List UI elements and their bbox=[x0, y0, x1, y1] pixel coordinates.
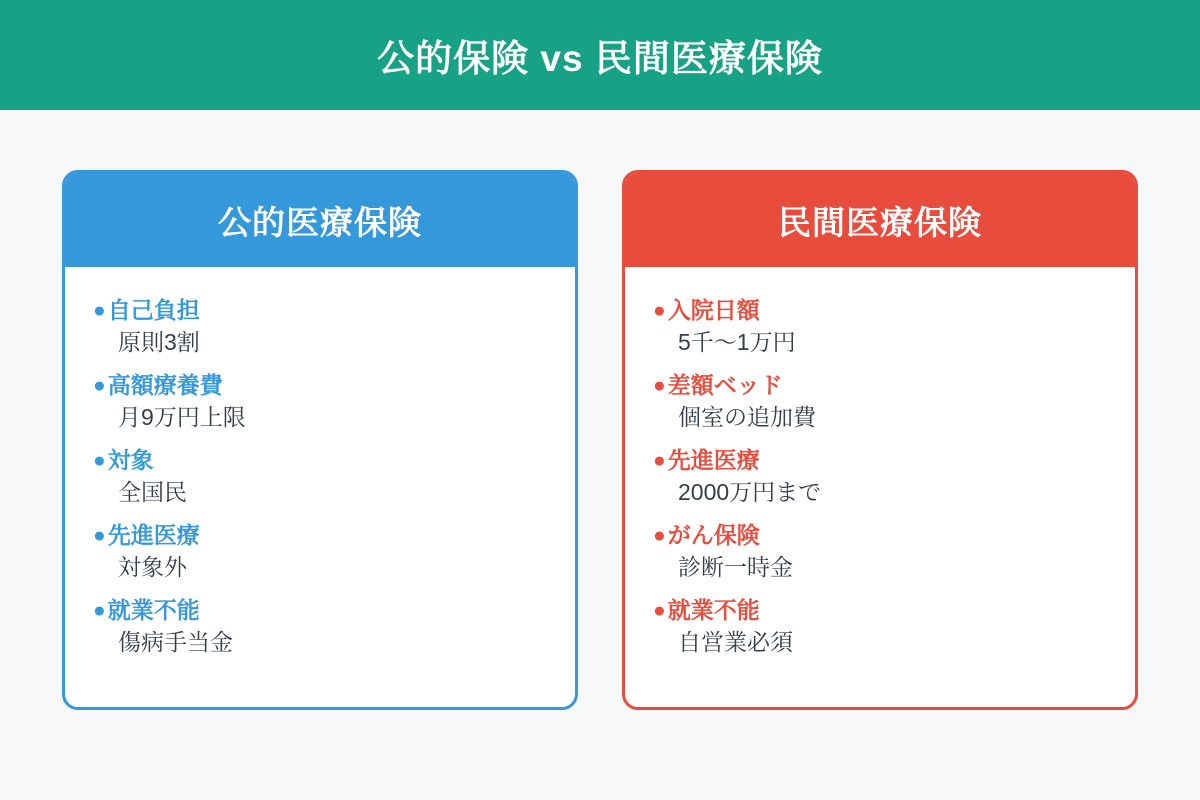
item-label-row bbox=[653, 297, 1107, 324]
bullet-icon: ● bbox=[93, 299, 106, 322]
list-item bbox=[93, 597, 547, 656]
comparison-cards bbox=[62, 170, 1138, 710]
page-title: 公的保険 vs 民間医療保険 bbox=[377, 38, 823, 79]
public-insurance-card bbox=[62, 170, 578, 710]
item-label-row bbox=[653, 522, 1107, 549]
bullet-icon: ● bbox=[653, 599, 666, 622]
item-description: 原則3割 bbox=[118, 329, 200, 355]
bullet-icon: ● bbox=[653, 449, 666, 472]
item-label-row bbox=[93, 597, 547, 624]
bullet-icon: ● bbox=[653, 299, 666, 322]
item-label: がん保険 bbox=[667, 522, 760, 548]
public-card-title: 公的医療保険 bbox=[65, 173, 575, 267]
header-banner bbox=[0, 0, 1200, 110]
item-description: 自営業必須 bbox=[678, 629, 793, 655]
item-label-row bbox=[653, 372, 1107, 399]
item-label: 先進医療 bbox=[667, 447, 760, 473]
list-item bbox=[653, 297, 1107, 356]
bullet-icon: ● bbox=[93, 524, 106, 547]
item-label: 対象 bbox=[107, 447, 154, 473]
item-label: 高額療養費 bbox=[107, 372, 223, 398]
list-item bbox=[653, 447, 1107, 506]
item-label: 入院日額 bbox=[667, 297, 760, 323]
item-label: 自己負担 bbox=[107, 297, 200, 323]
item-label-row bbox=[653, 447, 1107, 474]
list-item bbox=[93, 297, 547, 356]
public-card-body bbox=[65, 267, 575, 656]
bullet-icon: ● bbox=[653, 524, 666, 547]
item-description: 傷病手当金 bbox=[118, 629, 233, 655]
item-label: 差額ベッド bbox=[667, 372, 783, 398]
item-description: 2000万円まで bbox=[678, 479, 822, 505]
item-label: 就業不能 bbox=[107, 597, 200, 623]
list-item bbox=[653, 597, 1107, 656]
item-label-row bbox=[93, 297, 547, 324]
item-label-row bbox=[93, 372, 547, 399]
private-card-title: 民間医療保険 bbox=[625, 173, 1135, 267]
item-description: 全国民 bbox=[118, 479, 187, 505]
item-description: 診断一時金 bbox=[678, 554, 793, 580]
bullet-icon: ● bbox=[653, 374, 666, 397]
list-item bbox=[653, 372, 1107, 431]
item-description: 5千〜1万円 bbox=[678, 329, 796, 355]
private-insurance-card bbox=[622, 170, 1138, 710]
item-description: 対象外 bbox=[118, 554, 187, 580]
item-description: 個室の追加費 bbox=[678, 404, 816, 430]
item-label: 就業不能 bbox=[667, 597, 760, 623]
bullet-icon: ● bbox=[93, 449, 106, 472]
list-item bbox=[93, 447, 547, 506]
item-description: 月9万円上限 bbox=[118, 404, 246, 430]
list-item bbox=[653, 522, 1107, 581]
item-label: 先進医療 bbox=[107, 522, 200, 548]
item-label-row bbox=[653, 597, 1107, 624]
bullet-icon: ● bbox=[93, 599, 106, 622]
list-item bbox=[93, 522, 547, 581]
bullet-icon: ● bbox=[93, 374, 106, 397]
list-item bbox=[93, 372, 547, 431]
item-label-row bbox=[93, 522, 547, 549]
item-label-row bbox=[93, 447, 547, 474]
private-card-body bbox=[625, 267, 1135, 656]
